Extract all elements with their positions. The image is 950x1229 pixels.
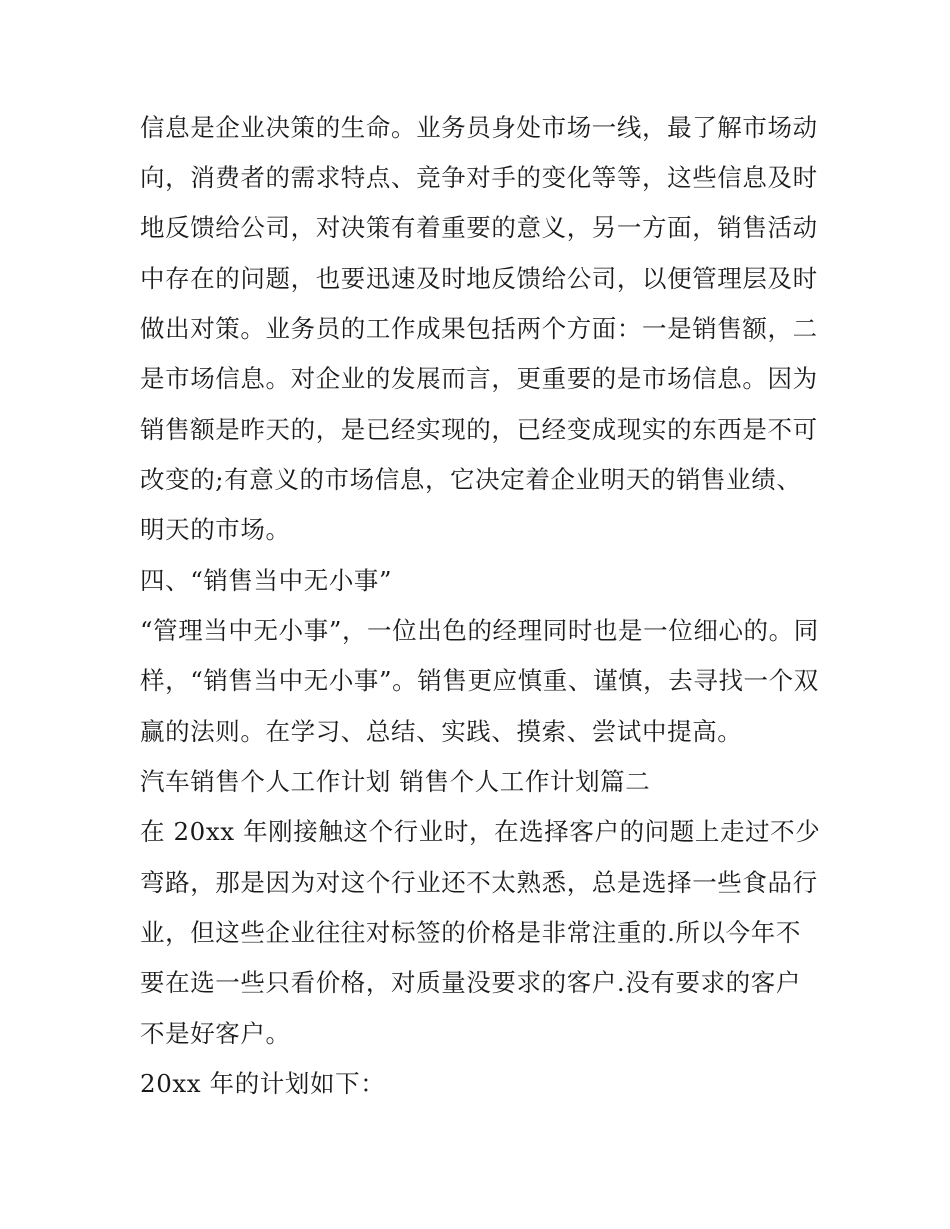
text-line: 信息是企业决策的生命。业务员身处市场一线，最了解市场动 <box>140 113 818 142</box>
text-line: 赢的法则。在学习、总结、实践、摸索、尝试中提高。 <box>140 717 743 746</box>
text-line: 20xx 年的计划如下： <box>140 1069 386 1098</box>
text-line: 样，“销售当中无小事”。销售更应慎重、谨慎，去寻找一个双 <box>140 666 819 695</box>
text-line: 地反馈给公司，对决策有着重要的意义，另一方面，销售活动 <box>140 213 818 242</box>
text-line: 做出对策。业务员的工作成果包括两个方面：一是销售额，二 <box>140 314 818 343</box>
text-line: 是市场信息。对企业的发展而言，更重要的是市场信息。因为 <box>140 364 818 393</box>
text-line: 在 20xx 年刚接触这个行业时，在选择客户的问题上走过不少 <box>140 817 821 846</box>
text-line: 弯路，那是因为对这个行业还不太熟悉，总是选择一些食品行 <box>140 868 818 897</box>
section-title: 汽车销售个人工作计划 销售个人工作计划篇二 <box>140 767 651 796</box>
text-line: 中存在的问题，也要迅速及时地反馈给公司，以便管理层及时 <box>140 264 818 293</box>
section-heading: 四、“销售当中无小事” <box>140 566 393 595</box>
text-line: “管理当中无小事”，一位出色的经理同时也是一位细心的。同 <box>140 616 819 645</box>
text-line: 改变的;有意义的市场信息，它决定着企业明天的销售业绩、 <box>140 465 802 494</box>
text-line: 业，但这些企业往往对标签的价格是非常注重的.所以今年不 <box>140 918 801 947</box>
text-line: 不是好客户。 <box>140 1019 291 1048</box>
text-line: 明天的市场。 <box>140 515 291 544</box>
text-line: 要在选一些只看价格，对质量没要求的客户.没有要求的客户 <box>140 968 801 997</box>
text-line: 向，消费者的需求特点、竞争对手的变化等等，这些信息及时 <box>140 163 818 192</box>
text-line: 销售额是昨天的，是已经实现的，已经变成现实的东西是不可 <box>140 415 818 444</box>
